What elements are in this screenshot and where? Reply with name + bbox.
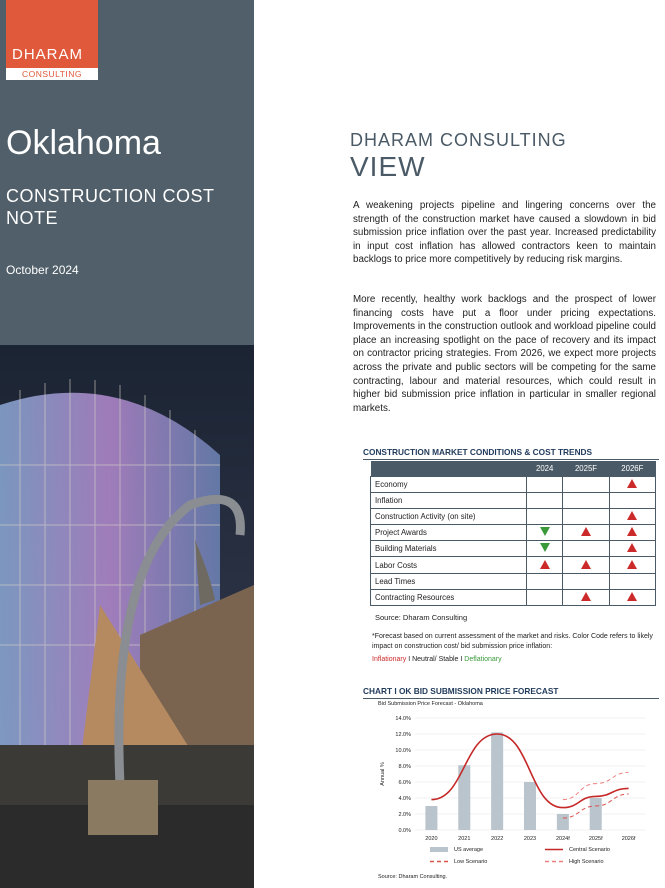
trend-cell — [609, 525, 655, 541]
trend-cell — [527, 476, 563, 492]
trend-up-icon — [627, 511, 637, 520]
trend-up-icon — [627, 527, 637, 536]
table-source: Source: Dharam Consulting — [375, 613, 468, 622]
legend-neutral: Neutral/ Stable — [412, 656, 459, 663]
cover-panel — [0, 0, 254, 345]
legend-sep-2: I — [460, 656, 463, 663]
trend-cell — [609, 589, 655, 605]
trend-up-icon — [540, 560, 550, 569]
cover-subtitle: CONSTRUCTION COST NOTE — [6, 186, 215, 228]
table-row — [371, 508, 656, 524]
color-legend — [372, 656, 502, 663]
view-heading: VIEW — [350, 151, 426, 182]
trend-down-icon — [540, 527, 550, 536]
trend-cell — [527, 541, 563, 557]
paragraph-2: More recently, healthy work backlogs and the prospect of lower financing costs have put a floor under pricing expectations. Improvements in the construction outlook and workload pipeline could place an increasing spotlight on the pace of recovery and its impact on contractor pricing strategies. From 2026, we expect more projects across the private and public sectors will be competing for the same contracting, labour and material resources, which could result in higher bid submission price inflation in particular in smaller regional markets. — [353, 294, 656, 414]
logo-sub: CONSULTING — [6, 68, 98, 80]
trend-cell — [609, 508, 655, 524]
cover-left — [0, 0, 254, 888]
row-label: Lead Times — [371, 573, 527, 589]
trend-up-icon — [581, 527, 591, 536]
chart-heading: CHART I OK BID SUBMISSION PRICE FORECAST — [363, 686, 659, 699]
trend-up-icon — [581, 592, 591, 601]
trend-cell — [527, 492, 563, 508]
y-tick-label: 12.0% — [395, 732, 411, 738]
y-tick-label: 14.0% — [395, 716, 411, 722]
trend-cell — [563, 525, 609, 541]
trend-up-icon — [627, 592, 637, 601]
cover-date: October 2024 — [6, 263, 79, 277]
x-tick-label: 2025f — [588, 836, 603, 842]
legend-sep-1: I — [408, 656, 411, 663]
bar-us-average — [491, 732, 503, 830]
trend-cell — [527, 557, 563, 573]
trend-cell — [609, 476, 655, 492]
legend-label: Low Scenario — [454, 859, 488, 865]
row-label: Economy — [371, 476, 527, 492]
trend-cell — [609, 557, 655, 573]
y-tick-label: 2.0% — [398, 812, 411, 818]
trend-cell — [609, 541, 655, 557]
header-blank — [371, 461, 527, 476]
y-tick-label: 4.0% — [398, 796, 411, 802]
trend-cell — [563, 508, 609, 524]
table-header-row — [371, 461, 656, 476]
x-tick-label: 2022 — [491, 836, 504, 842]
col-2025: 2025F — [563, 461, 609, 476]
legend-label: Central Scenario — [569, 847, 610, 853]
logo-name: DHARAM — [12, 46, 84, 63]
chart-title: Bid Submission Price Forecast - Oklahoma — [378, 701, 483, 707]
table-row — [371, 492, 656, 508]
legend-inflationary: Inflationary — [372, 656, 407, 663]
bar-us-average — [524, 782, 536, 830]
table-row — [371, 589, 656, 605]
trend-up-icon — [627, 543, 637, 552]
trend-cell — [563, 476, 609, 492]
table-row — [371, 541, 656, 557]
table-note: *Forecast based on current assessment of the market and risks. Color Code refers to likely impact on construction cost/ bid submission price inflation: — [372, 633, 653, 650]
trend-up-icon — [581, 560, 591, 569]
view-heading-top: DHARAM CONSULTING — [350, 130, 567, 150]
y-tick-label: 0.0% — [398, 828, 411, 834]
paragraph-1: A weakening projects pipeline and lingering concerns over the strength of the construction market have caused a slowdown in bid submission price inflation over the past year. Increased predictability in input cost inflation has allowed contractors keen to maintain backlogs to price more competitively by reducing risk margins. — [353, 200, 656, 266]
cover-title: Oklahoma — [6, 124, 161, 162]
row-label: Building Materials — [371, 541, 527, 557]
trend-up-icon — [627, 479, 637, 488]
trend-cell — [527, 573, 563, 589]
col-2024: 2024 — [527, 461, 563, 476]
trend-cell — [527, 589, 563, 605]
x-tick-label: 2021 — [458, 836, 471, 842]
trend-down-icon — [540, 543, 550, 552]
trend-cell — [527, 525, 563, 541]
table-row — [371, 476, 656, 492]
row-label: Project Awards — [371, 525, 527, 541]
trend-cell — [563, 589, 609, 605]
trend-cell — [563, 492, 609, 508]
trend-up-icon — [627, 560, 637, 569]
table-row — [371, 525, 656, 541]
x-tick-label: 2020 — [425, 836, 438, 842]
cover-photo — [0, 345, 254, 888]
row-label: Inflation — [371, 492, 527, 508]
trend-cell — [563, 541, 609, 557]
logo — [6, 0, 98, 80]
col-2026: 2026F — [609, 461, 655, 476]
legend-label: High Scenario — [569, 859, 604, 865]
row-label: Labor Costs — [371, 557, 527, 573]
trend-cell — [527, 508, 563, 524]
line-high — [563, 772, 629, 799]
row-label: Contracting Resources — [371, 589, 527, 605]
x-tick-label: 2023 — [523, 836, 537, 842]
trend-cell — [563, 557, 609, 573]
bar-us-average — [557, 814, 569, 830]
legend-swatch — [430, 847, 448, 852]
y-axis-label: Annual % — [380, 762, 386, 786]
market-table — [370, 461, 656, 606]
y-tick-label: 10.0% — [395, 748, 411, 754]
row-label: Construction Activity (on site) — [371, 508, 527, 524]
x-tick-label: 2024f — [555, 836, 570, 842]
y-tick-label: 6.0% — [398, 780, 411, 786]
trend-cell — [563, 573, 609, 589]
trend-cell — [609, 492, 655, 508]
y-tick-label: 8.0% — [398, 764, 411, 770]
trend-cell — [609, 573, 655, 589]
bar-us-average — [590, 798, 602, 830]
chart-source: Source: Dharam Consulting. — [378, 874, 448, 880]
bar-us-average — [425, 806, 437, 830]
x-tick-label: 2026f — [621, 836, 636, 842]
table-row — [371, 557, 656, 573]
legend-deflationary: Deflationary — [464, 656, 502, 663]
price-forecast-chart — [370, 698, 660, 883]
table-row — [371, 573, 656, 589]
table-heading: CONSTRUCTION MARKET CONDITIONS & COST TRENDS — [363, 447, 659, 460]
legend-label: US average — [454, 847, 484, 853]
